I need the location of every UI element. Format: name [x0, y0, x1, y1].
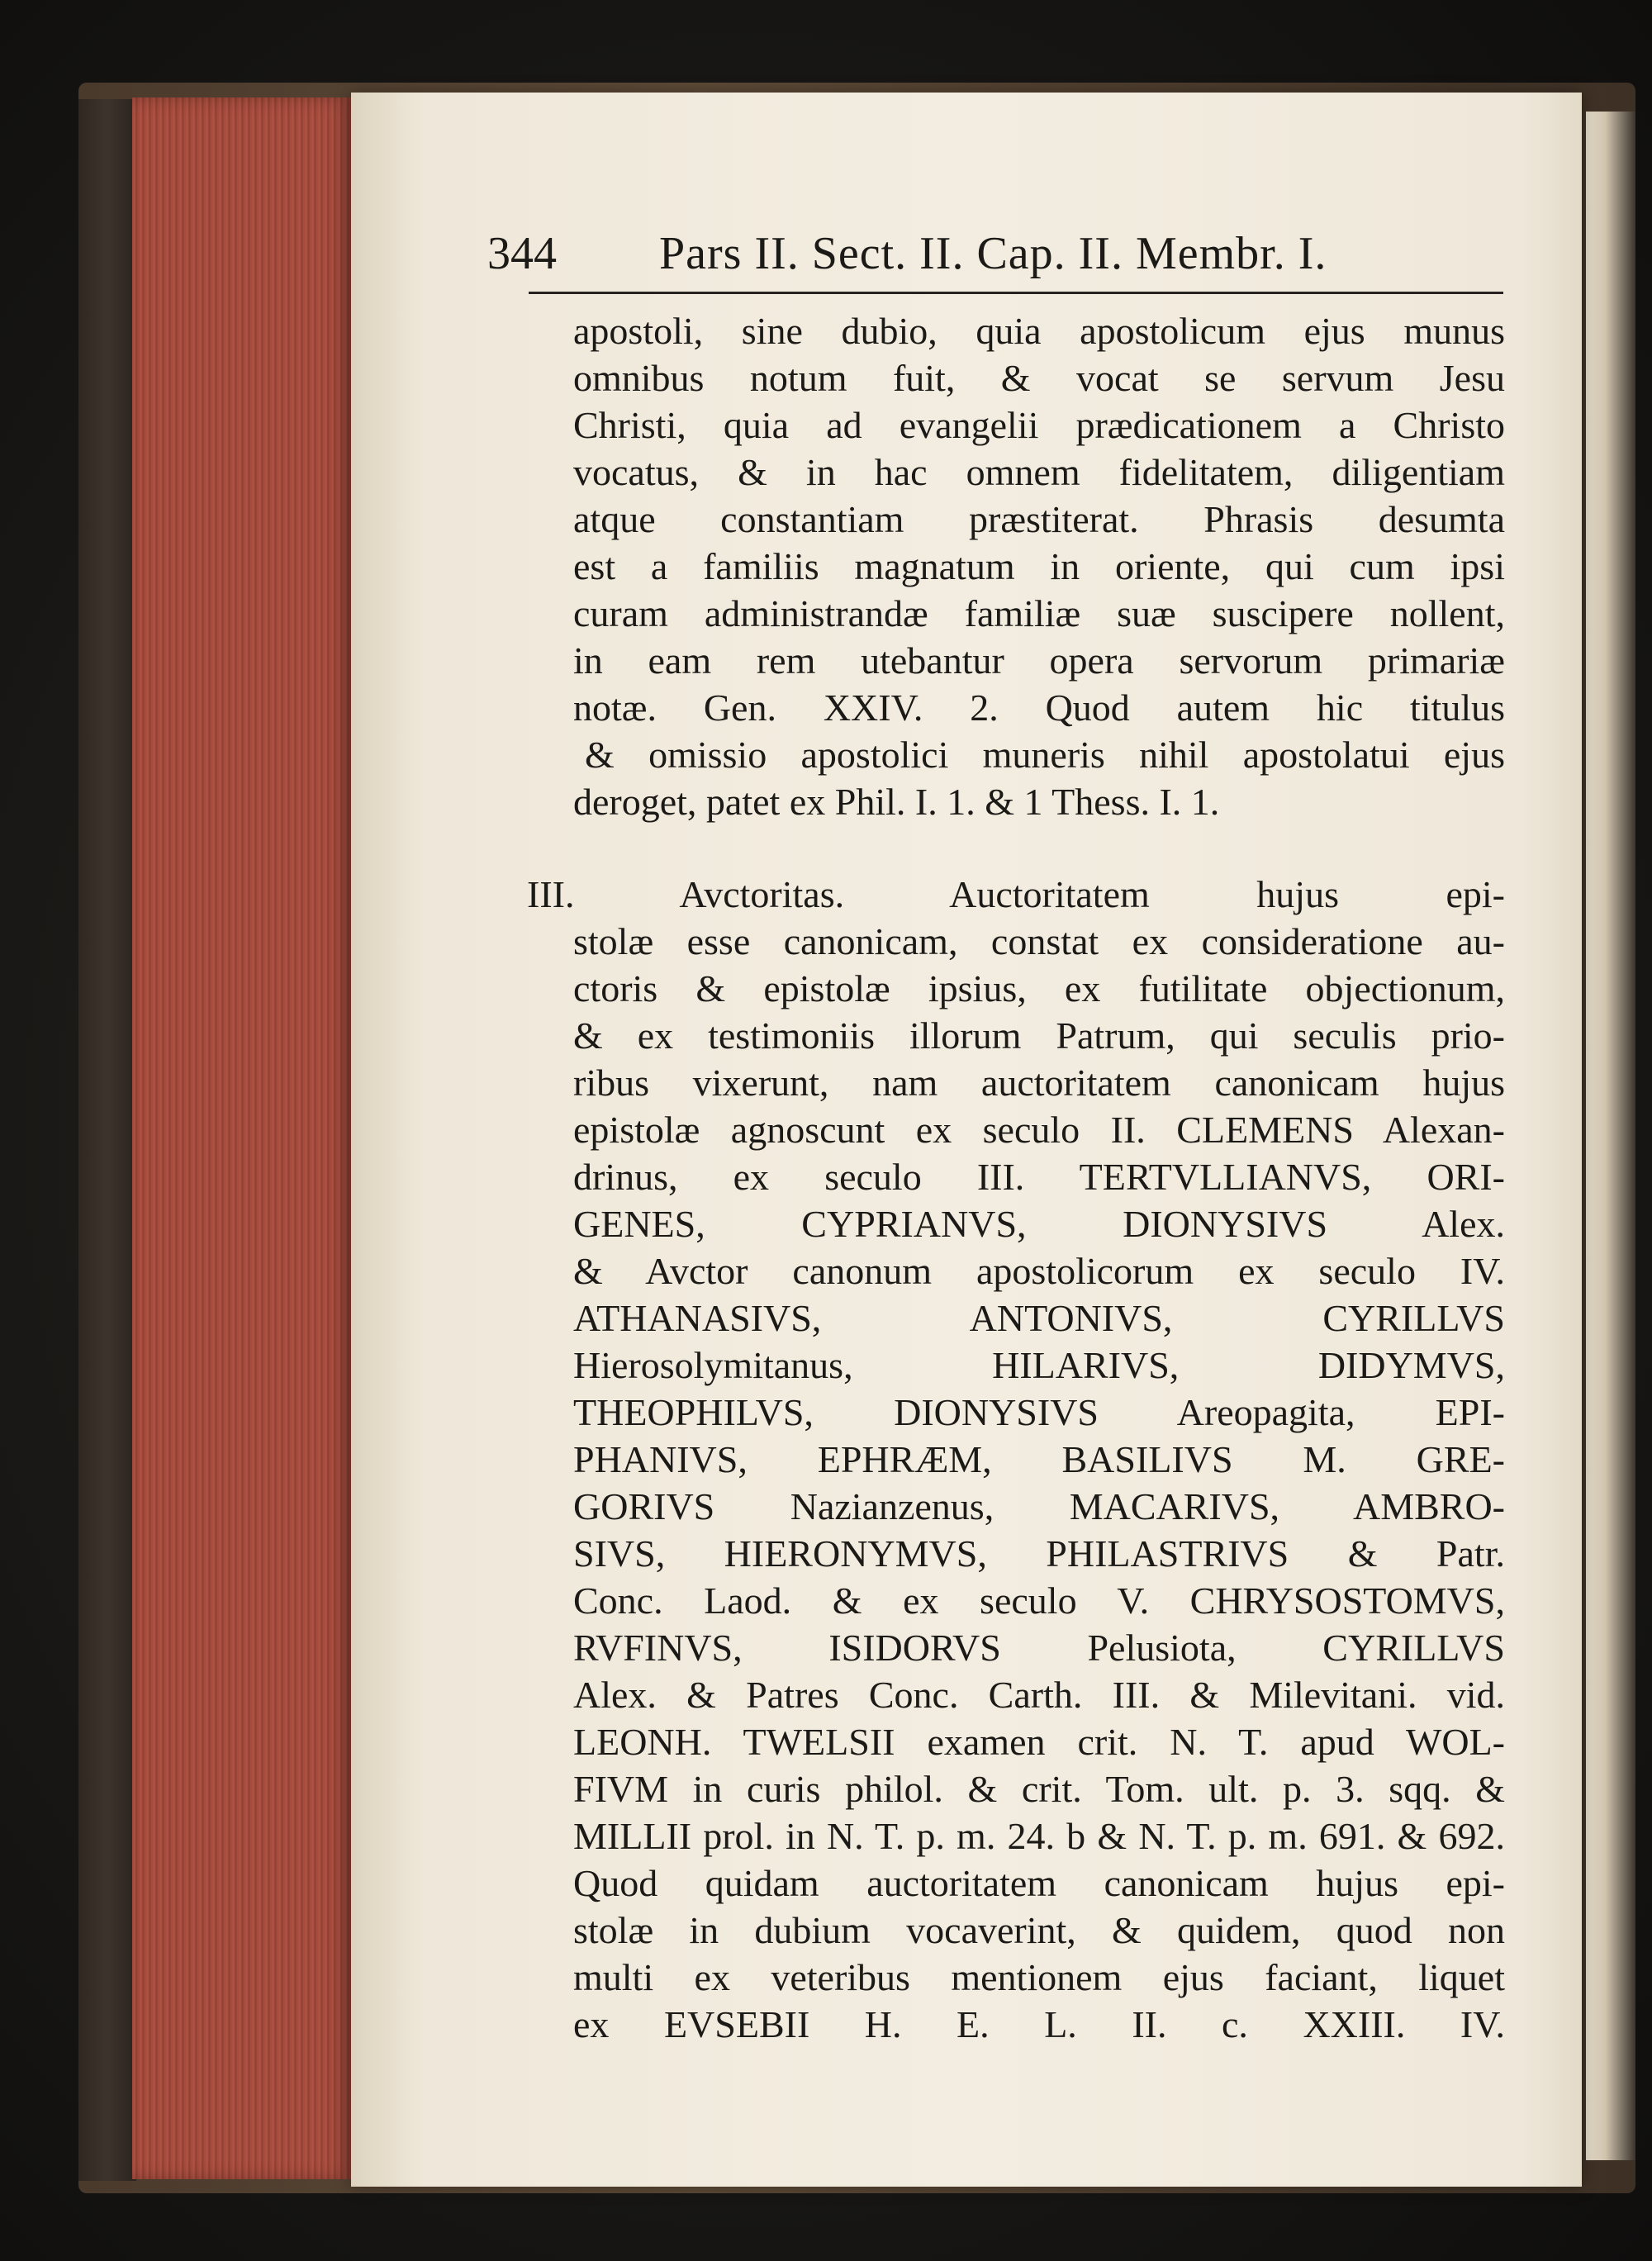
running-head-title: Pars II. Sect. II. Cap. II. Membr. I. — [659, 228, 1327, 279]
text-line: LEONH. TWELSII examen crit. N. T. apud WOL- — [573, 1721, 1505, 1763]
text-line: Hierosolymitanus, HILARIVS, DIDYMVS, — [573, 1344, 1505, 1386]
text-line: Quod quidam auctoritatem canonicam hujus epi- — [573, 1862, 1505, 1904]
text-line: MILLII prol. in N. T. p. m. 24. b & N. T. p. m. 691. & 692. — [573, 1815, 1505, 1857]
text-line: omnibus notum fuit, & vocat se servum Jesu — [573, 357, 1505, 399]
text-line: ctoris & epistolæ ipsius, ex futilitate objectionum, — [573, 967, 1505, 1009]
text-line: atque constantiam præstiterat. Phrasis desumta — [573, 498, 1505, 540]
text-line: Alex. & Patres Conc. Carth. III. & Milevitani. vid. — [573, 1674, 1505, 1716]
text-line: & omissio apostolici muneris nihil apostolatui ejus — [585, 734, 1505, 776]
text-line: curam administrandæ familiæ suæ suscipere nollent, — [573, 592, 1505, 634]
text-line: deroget, patet ex Phil. I. 1. & 1 Thess. I. 1. — [573, 781, 1220, 823]
text-line: stolæ in dubium vocaverint, & quidem, quod non — [573, 1909, 1505, 1951]
text-line: drinus, ex seculo III. TERTVLLIANVS, ORI- — [573, 1156, 1505, 1198]
section-heading-line: III. Avctoritas. Auctoritatem hujus epi- — [527, 873, 1505, 915]
facing-page-edge — [1586, 112, 1635, 2160]
red-page-edges — [132, 97, 354, 2179]
body-text — [527, 307, 1505, 2048]
text-line: est a familiis magnatum in oriente, qui cum ipsi — [573, 545, 1505, 587]
text-line: apostoli, sine dubio, quia apostolicum ejus munus — [573, 310, 1505, 352]
text-line: & Avctor canonum apostolicorum ex seculo IV. — [573, 1250, 1505, 1292]
text-line: notæ. Gen. XXIV. 2. Quod autem hic titulus — [573, 686, 1505, 729]
text-line: epistolæ agnoscunt ex seculo II. CLEMENS Alexan- — [573, 1109, 1505, 1151]
text-line-catchword: ex EVSEBII H. E. L. II. c. XXIII. IV. — [573, 2003, 1505, 2045]
text-line: RVFINVS, ISIDORVS Pelusiota, CYRILLVS — [573, 1627, 1505, 1669]
header-rule — [529, 292, 1503, 294]
text-line: GORIVS Nazianzenus, MACARIVS, AMBRO- — [573, 1485, 1505, 1527]
text-line: GENES, CYPRIANVS, DIONYSIVS Alex. — [573, 1203, 1505, 1245]
paragraph-2 — [527, 871, 1505, 2048]
text-line: in eam rem utebantur opera servorum primariæ — [573, 639, 1505, 682]
text-line: Christi, quia ad evangelii prædicationem a Christo — [573, 404, 1505, 446]
page-number: 344 — [487, 228, 557, 279]
text-line: ATHANASIVS, ANTONIVS, CYRILLVS — [573, 1297, 1505, 1339]
text-line: THEOPHILVS, DIONYSIVS Areopagita, EPI- — [573, 1391, 1505, 1433]
text-line: SIVS, HIERONYMVS, PHILASTRIVS & Patr. — [573, 1532, 1505, 1575]
text-line: PHANIVS, EPHRÆM, BASILIVS M. GRE- — [573, 1438, 1505, 1480]
text-line: ribus vixerunt, nam auctoritatem canonicam hujus — [573, 1062, 1505, 1104]
running-head — [487, 225, 1503, 283]
text-line: vocatus, & in hac omnem fidelitatem, diligentiam — [573, 451, 1505, 493]
book-spine — [78, 99, 136, 2181]
text-line: & ex testimoniis illorum Patrum, qui seculis prio- — [573, 1014, 1505, 1057]
text-line: FIVM in curis philol. & crit. Tom. ult. p. 3. sqq. & — [573, 1768, 1505, 1810]
text-line: stolæ esse canonicam, constat ex consideratione au- — [573, 920, 1505, 962]
text-line: multi ex veteribus mentionem ejus faciant, liquet — [573, 1956, 1505, 1998]
paragraph-1 — [573, 307, 1505, 825]
text-line: Conc. Laod. & ex seculo V. CHRYSOSTOMVS, — [573, 1579, 1505, 1622]
